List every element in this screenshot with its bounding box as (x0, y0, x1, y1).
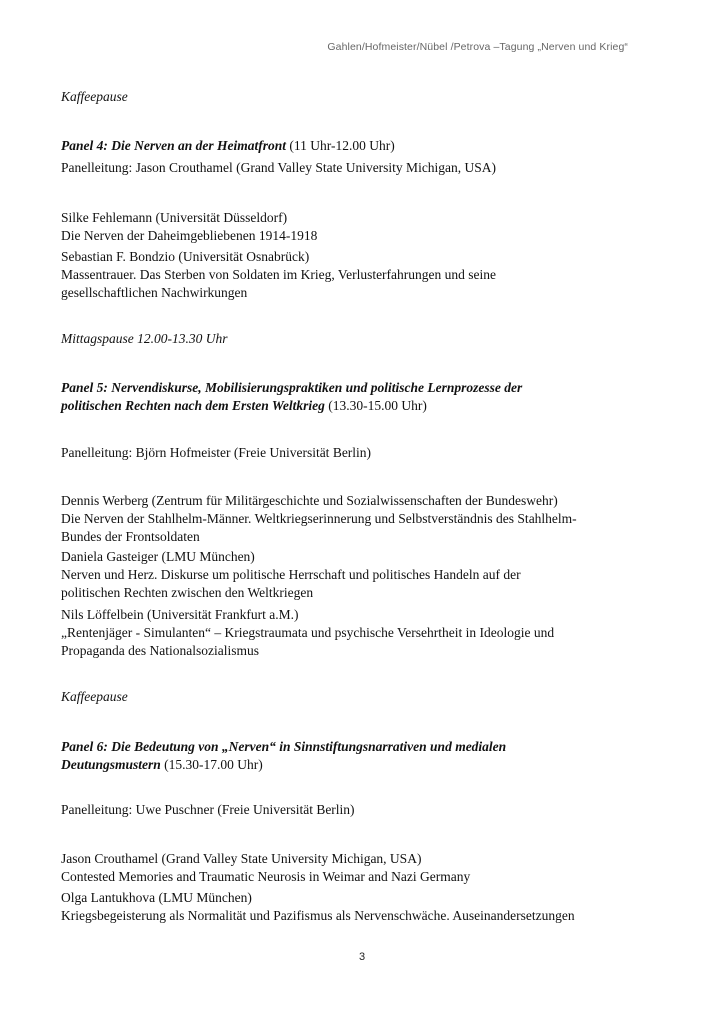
coffee-break-2-label: Kaffeepause (61, 689, 128, 704)
talk-title: Contested Memories and Traumatic Neurosis in Weimar and Nazi Germany (61, 869, 471, 884)
talk-title: gesellschaftlichen Nachwirkungen (61, 285, 248, 300)
panel-4-chair-text: Panelleitung: Jason Crouthamel (Grand Valley State University Michigan, USA) (61, 160, 497, 175)
panel-5-chair (61, 444, 641, 462)
talk-speaker: Dennis Werberg (Zentrum für Militärgeschichte und Sozialwissenschaften der Bundeswehr) (61, 493, 558, 508)
panel-5-talk-2 (61, 548, 641, 602)
lunch-break (61, 330, 641, 348)
talk-title: Nerven und Herz. Diskurse um politische Herrschaft und politisches Handeln auf der (61, 567, 521, 582)
talk-title: politischen Rechten zwischen den Weltkriegen (61, 585, 314, 600)
panel-6-title-line-1: Panel 6: Die Bedeutung von „Nerven“ in Sinnstiftungsnarrativen und medialen (61, 739, 507, 754)
panel-6-heading (61, 738, 641, 774)
panel-4-chair (61, 159, 641, 177)
talk-speaker: Daniela Gasteiger (LMU München) (61, 549, 255, 564)
panel-6-chair (61, 801, 641, 819)
talk-title: Bundes der Frontsoldaten (61, 529, 200, 544)
panel-4-talk-1 (61, 209, 641, 245)
talk-speaker: Silke Fehlemann (Universität Düsseldorf) (61, 210, 288, 225)
coffee-break-1-label: Kaffeepause (61, 89, 128, 104)
coffee-break-1 (61, 88, 641, 106)
lunch-break-label: Mittagspause 12.00-13.30 Uhr (61, 331, 228, 346)
talk-title: Kriegsbegeisterung als Normalität und Pazifismus als Nervenschwäche. Auseinandersetzungen (61, 908, 575, 923)
panel-5-chair-text: Panelleitung: Björn Hofmeister (Freie Universität Berlin) (61, 445, 372, 460)
talk-speaker: Sebastian F. Bondzio (Universität Osnabrück) (61, 249, 310, 264)
talk-title: Propaganda des Nationalsozialismus (61, 643, 259, 658)
panel-4-heading (61, 137, 641, 155)
coffee-break-2 (61, 688, 641, 706)
panel-6-title-line-2: Deutungsmustern (61, 757, 161, 772)
talk-speaker: Olga Lantukhova (LMU München) (61, 890, 252, 905)
panel-6-talk-2 (61, 889, 641, 925)
talk-speaker: Nils Löffelbein (Universität Frankfurt a.M.) (61, 607, 299, 622)
talk-title: Massentrauer. Das Sterben von Soldaten im Krieg, Verlusterfahrungen und seine (61, 267, 497, 282)
panel-6-talk-1 (61, 850, 641, 886)
panel-4-time: (11 Uhr-12.00 Uhr) (285, 138, 395, 153)
panel-5-title-line-2: politischen Rechten nach dem Ersten Weltkrieg (61, 398, 325, 413)
panel-5-heading (61, 379, 641, 415)
panel-5-talk-1 (61, 492, 641, 546)
talk-title: Die Nerven der Daheimgebliebenen 1914-1918 (61, 228, 318, 243)
panel-4-title: Panel 4: Die Nerven an der Heimatfront (61, 138, 286, 153)
talk-title: Die Nerven der Stahlhelm-Männer. Weltkriegserinnerung und Selbstverständnis des Stahlhelm- (61, 511, 577, 526)
panel-5-time: (13.30-15.00 Uhr) (324, 398, 427, 413)
panel-5-talk-3 (61, 606, 641, 660)
page-number: 3 (358, 951, 366, 963)
panel-6-time: (15.30-17.00 Uhr) (160, 757, 263, 772)
panel-5-title-line-1: Panel 5: Nervendiskurse, Mobilisierungspraktiken und politische Lernprozesse der (61, 380, 523, 395)
panel-6-chair-text: Panelleitung: Uwe Puschner (Freie Universität Berlin) (61, 802, 355, 817)
panel-4-talk-2 (61, 248, 641, 302)
running-header: Gahlen/Hofmeister/Nübel /Petrova –Tagung „Nerven und Krieg“ (327, 41, 628, 53)
talk-speaker: Jason Crouthamel (Grand Valley State University Michigan, USA) (61, 851, 422, 866)
talk-title: „Rentenjäger - Simulanten“ – Kriegstraumata und psychische Versehrtheit in Ideologie und (61, 625, 555, 640)
